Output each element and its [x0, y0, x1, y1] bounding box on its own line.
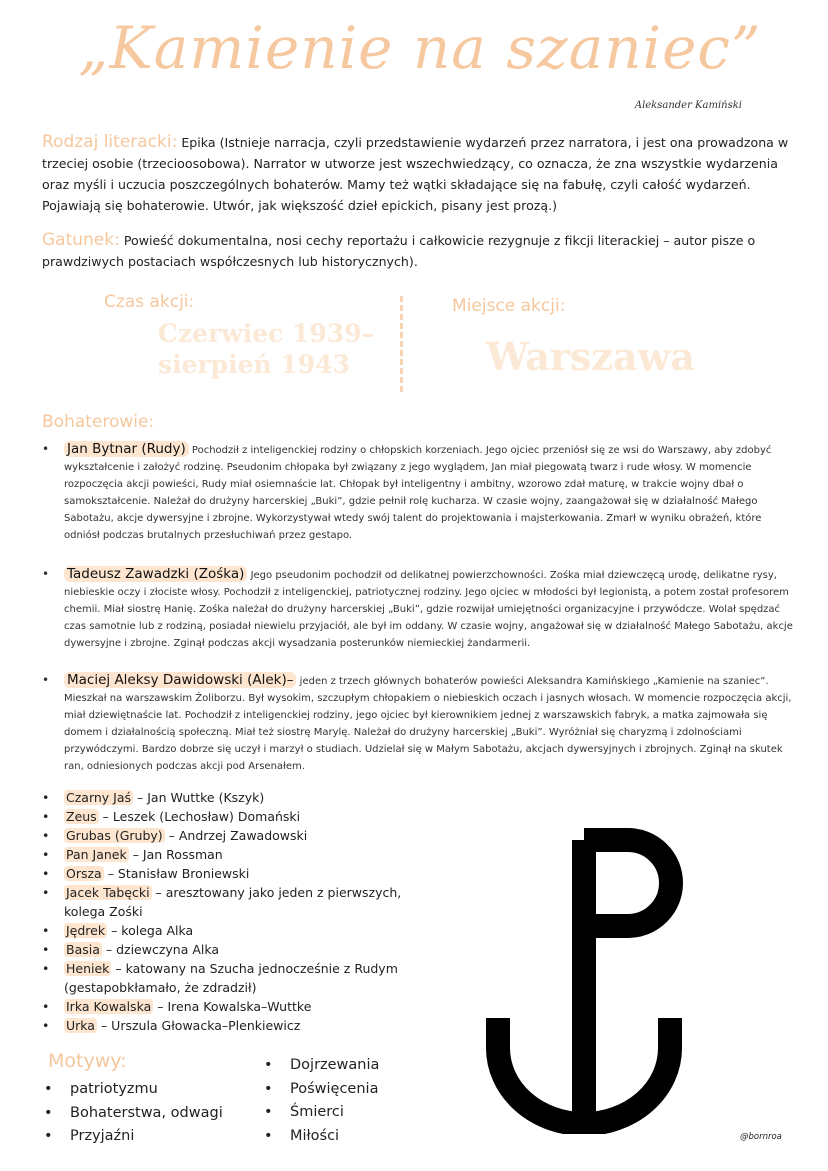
- list-item: • Grubas (Gruby) – Andrzej Zawadowski: [42, 826, 402, 845]
- hero-description: jeden z trzech głównych bohaterów powieści Aleksandra Kamińskiego „Kamienie na szaniec”. Mieszkał na warszawskim Żoliborzu. Był wysokim, szczupłym chłopakiem o niebieskich oczach i jasnych włosach. W momencie rozpoczęcia akcji, miał dziewiętnaście lat. Pochodził z inteligenckiej rodziny, jego ojciec był kierownikiem jednej z warszawskich fabryk, a matka zajmowała się domem i działalnością społeczną. Miał też siostrę Marylę. Należał do drużyny harcerskiej „Buki”. Wyróżniał się charyzmą i zdolnościami przywódczymi. Bardzo dobrze się uczył i marzył o studiach. Udzielał się w Małym Sabotażu, akcjach dywersyjnych i zbrojnych. Zginął na skutek ran, odniesionych podczas akcji pod Arsenałem.: [64, 676, 792, 772]
- list-item: • Irka Kowalska – Irena Kowalska–Wuttke: [42, 997, 402, 1016]
- czas-line-1: Czerwiec 1939–: [158, 319, 375, 348]
- gatunek-text: Powieść dokumentalna, nosi cechy reportażu i całkowicie rezygnuje z fikcji literackiej – autor pisze o prawdziwych postaciach współczesnych lub historycznych).: [42, 233, 756, 269]
- hero-alek: [42, 672, 794, 775]
- rodzaj-label: Rodzaj literacki:: [42, 132, 178, 152]
- bohaterowie-heading: Bohaterowie:: [42, 412, 155, 432]
- motywy-list-1: [44, 1078, 223, 1149]
- gatunek-label: Gatunek:: [42, 230, 120, 250]
- bullet: •: [42, 442, 50, 456]
- czas-akcji-label: Czas akcji:: [104, 292, 195, 312]
- list-item: • Orsza – Stanisław Broniewski: [42, 864, 402, 883]
- author-signature: @bornroa: [740, 1132, 782, 1142]
- list-item: • Basia – dziewczyna Alka: [42, 940, 402, 959]
- list-item: • Czarny Jaś – Jan Wuttke (Kszyk): [42, 788, 402, 807]
- bullet: •: [42, 673, 50, 687]
- kotwica-p-loop: [584, 840, 671, 926]
- hero-name: Maciej Aleksy Dawidowski (Alek)–: [64, 672, 296, 688]
- czas-akcji-value: [158, 318, 374, 380]
- kotwica-polski-walczacej-icon: [486, 822, 706, 1134]
- czas-line-2: sierpień 1943: [158, 350, 350, 379]
- divider: [400, 296, 403, 392]
- hero-description: Pochodził z inteligenckiej rodziny o chłopskich korzeniach. Jego ojciec przeniósł się ze wsi do Warszawy, aby zdobyć wykształcenie i założyć rodzinę. Pseudonim chłopaka był związany z jego wyglądem, Jan miał piegowatą twarz i rude włosy. W momencie rozpoczęcia akcji powieści, Rudy miał osiemnaście lat. Chłopak był inteligentny i ambitny, wzorowo zdał maturę, w trakcie wojny dbał o samokształcenie. Należał do drużyny harcerskiej „Buki”, gdzie pełnił rolę kucharza. W czasie wojny, zaangażował się w działalność Małego Sabotażu, akcje dywersyjne i zbrojne. Wykorzystywał wtedy swój talent do projektowania i majsterkowania. Zmarł w wyniku obrażeń, które odniósł podczas brutalnych przesłuchiwań przez gestapo.: [64, 445, 772, 541]
- other-characters-list: [42, 788, 402, 1035]
- rodzaj-text: Epika (Istnieje narracja, czyli przedstawienie wydarzeń przez narratora, i jest ona prowadzona w trzeciej osobie (trzecioosobowa). Narrator w utworze jest wszechwiedzący, co oznacza, że zna wszystkie wydarzenia oraz myśli i uczucia poszczególnych bohaterów. Mamy też wątki składające się na fabułę, czyli całość wydarzeń. Pojawiają się bohaterowie. Utwór, jak większość dzieł epickich, pisany jest prozą.): [42, 135, 789, 213]
- list-item: • Śmierci: [264, 1101, 379, 1125]
- hero-description: Jego pseudonim pochodził od delikatnej powierzchowności. Zośka miał dziewczęcą urodę, delikatne rysy, niebieskie oczy i złociste włosy. Pochodził z inteligenckiej, patriotycznej rodziny. Jego ojciec w młodości był legionistą, a potem został profesorem chemii. Miał siostrę Hanię. Zośka należał do drużyny harcerskiej „Buki”, gdzie rozwijał umiejętności organizacyjne i przywódcze. Wolał spędzać czas samotnie lub z rodziną, posiadał niewielu przyjaciół, ale był im oddany. W czasie wojny, angażował się w działalność Małego Sabotażu, akcje dywersyjne i zbrojne. Zginął podczas akcji wysadzania posterunków niemieckiej żandarmerii.: [64, 570, 793, 649]
- list-item: • Poświęcenia: [264, 1078, 379, 1102]
- list-item: • Bohaterstwa, odwagi: [44, 1102, 223, 1126]
- hero-name: Jan Bytnar (Rudy): [64, 441, 189, 457]
- miejsce-akcji-label: Miejsce akcji:: [452, 296, 566, 316]
- rodzaj-literacki-paragraph: [42, 132, 802, 216]
- motywy-list-2: [264, 1054, 379, 1148]
- list-item: • Urka – Urszula Głowacka–Plenkiewicz: [42, 1016, 402, 1035]
- miejsce-akcji-value: Warszawa: [486, 334, 695, 379]
- hero-rudy: [42, 441, 794, 544]
- list-item: • Miłości: [264, 1125, 379, 1149]
- gatunek-paragraph: [42, 230, 802, 272]
- list-item: • Jacek Tabęcki – aresztowany jako jeden z pierwszych, kolega Zośki: [42, 883, 402, 921]
- motywy-heading: Motywy:: [48, 1050, 127, 1072]
- list-item: • Zeus – Leszek (Lechosław) Domański: [42, 807, 402, 826]
- bullet: •: [42, 567, 50, 581]
- list-item: • patriotyzmu: [44, 1078, 223, 1102]
- hero-zoska: [42, 566, 794, 652]
- page-title: „Kamienie na szaniec”: [78, 14, 762, 82]
- hero-name: Tadeusz Zawadzki (Zośka): [64, 566, 247, 582]
- list-item: • Heniek – katowany na Szucha jednocześnie z Rudym (gestapobkłamało, że zdradził): [42, 959, 402, 997]
- list-item: • Przyjaźni: [44, 1125, 223, 1149]
- list-item: • Jędrek – kolega Alka: [42, 921, 402, 940]
- list-item: • Dojrzewania: [264, 1054, 379, 1078]
- author-name: Aleksander Kamiński: [634, 100, 742, 111]
- list-item: • Pan Janek – Jan Rossman: [42, 845, 402, 864]
